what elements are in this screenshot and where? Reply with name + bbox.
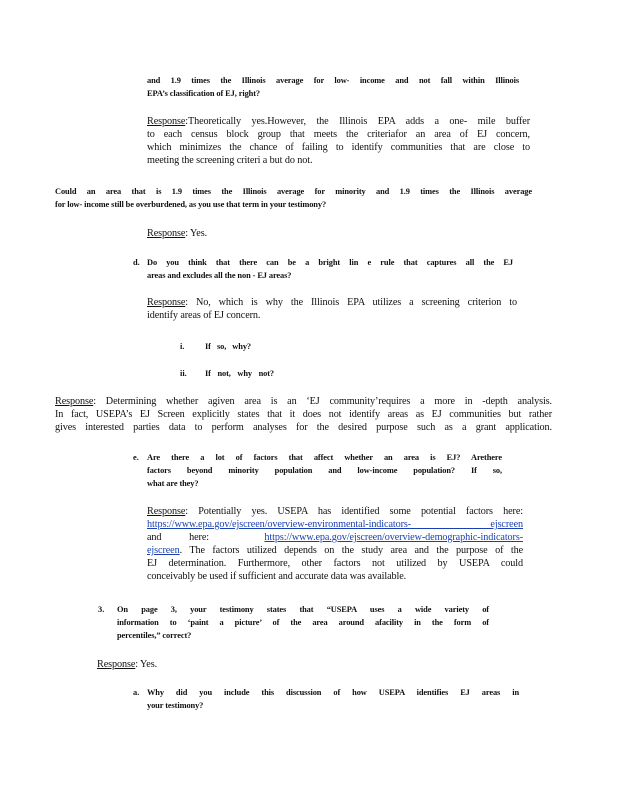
- response-2: Response: Yes.: [147, 228, 208, 239]
- question-d: Do you think that there can be a bright lin e rule that captures all the EJ areas and excludes all the non - EJ areas?: [147, 258, 513, 280]
- item-ii-number: ii.: [180, 369, 187, 378]
- demographic-indicators-link-cont[interactable]: ejscreen: [147, 545, 180, 556]
- environmental-indicators-link[interactable]: https://www.epa.gov/ejscreen/overview-environmental-indicators- ejscreen: [147, 519, 523, 530]
- demographic-indicators-link[interactable]: https://www.epa.gov/ejscreen/overview-demographic-indicators-: [264, 532, 523, 543]
- item-i-number: i.: [180, 342, 185, 351]
- item-a-number: a.: [133, 688, 140, 697]
- question-a: Why did you include this discussion of how USEPA identifies EJ areas in your testimony?: [147, 688, 519, 710]
- response-3: Response: No, which is why the Illinois EPA utilizes a screening criterion to identify areas of EJ concern.: [147, 297, 517, 321]
- response-label: Response: [147, 228, 186, 239]
- question-continued: [147, 74, 519, 100]
- item-e-number: e.: [133, 453, 139, 462]
- response-label: Response: [147, 506, 186, 517]
- response-5: Response: Potentially yes. USEPA has identified some potential factors here: https://www.epa.gov/ejscreen/overview-environmental-indicators- ejscreen and here: https://www.epa.gov/ejscreen/overview-demographic-indicators- ejscreen. The factors utilized depends on the study area and the purpose of the EJ determination. Furthermore, other factors not utilized by USEPA could conceivably be used if sufficient and accurate data was available.: [147, 506, 523, 582]
- item-d-number: d.: [133, 258, 140, 267]
- response-6: Response: Yes.: [97, 659, 158, 670]
- question-3-number: 3.: [98, 605, 105, 614]
- response-1: Response:Theoretically yes.However, the Illinois EPA adds a one- mile buffer to each census block group that meets the criteriafor an area of EJ concern, which minimizes the chance of failing to identify communities that are close to meeting the screening criteri a but do not.: [147, 116, 530, 166]
- question-i: If so, why?: [205, 342, 251, 351]
- response-label: Response: [97, 659, 136, 670]
- question-overburdened: Could an area that is 1.9 times the Illinois average for minority and 1.9 times the Illinois average for low- income still be overburdened, as you use that term in your testimony?: [55, 187, 532, 209]
- question-e: Are there a lot of factors that affect whether an area is EJ? Arethere factors beyond minority population and low-income population? If so, what are they?: [147, 453, 502, 488]
- question-3: On page 3, your testimony states that “USEPA uses a wide variety of information to ‘paint a picture’ of the area around afacility in the form of percentiles,” correct?: [117, 605, 489, 640]
- response-4: Response: Determining whether agiven area is an ‘EJ community’requires a more in -depth analysis. In fact, USEPA’s EJ Screen explicitly states that it does not identify areas as EJ communities but rather gives interested parties data to perform analyses for the desired purpose such as a grant application.: [55, 396, 552, 433]
- response-label: Response: [147, 116, 186, 127]
- question-line: EPA’s classification of EJ, right?: [147, 89, 260, 98]
- response-label: Response: [55, 396, 94, 407]
- question-ii: If not, why not?: [205, 369, 274, 378]
- question-line: and 1.9 times the Illinois average for low- income and not fall within Illinois: [147, 76, 519, 85]
- response-label: Response: [147, 297, 186, 308]
